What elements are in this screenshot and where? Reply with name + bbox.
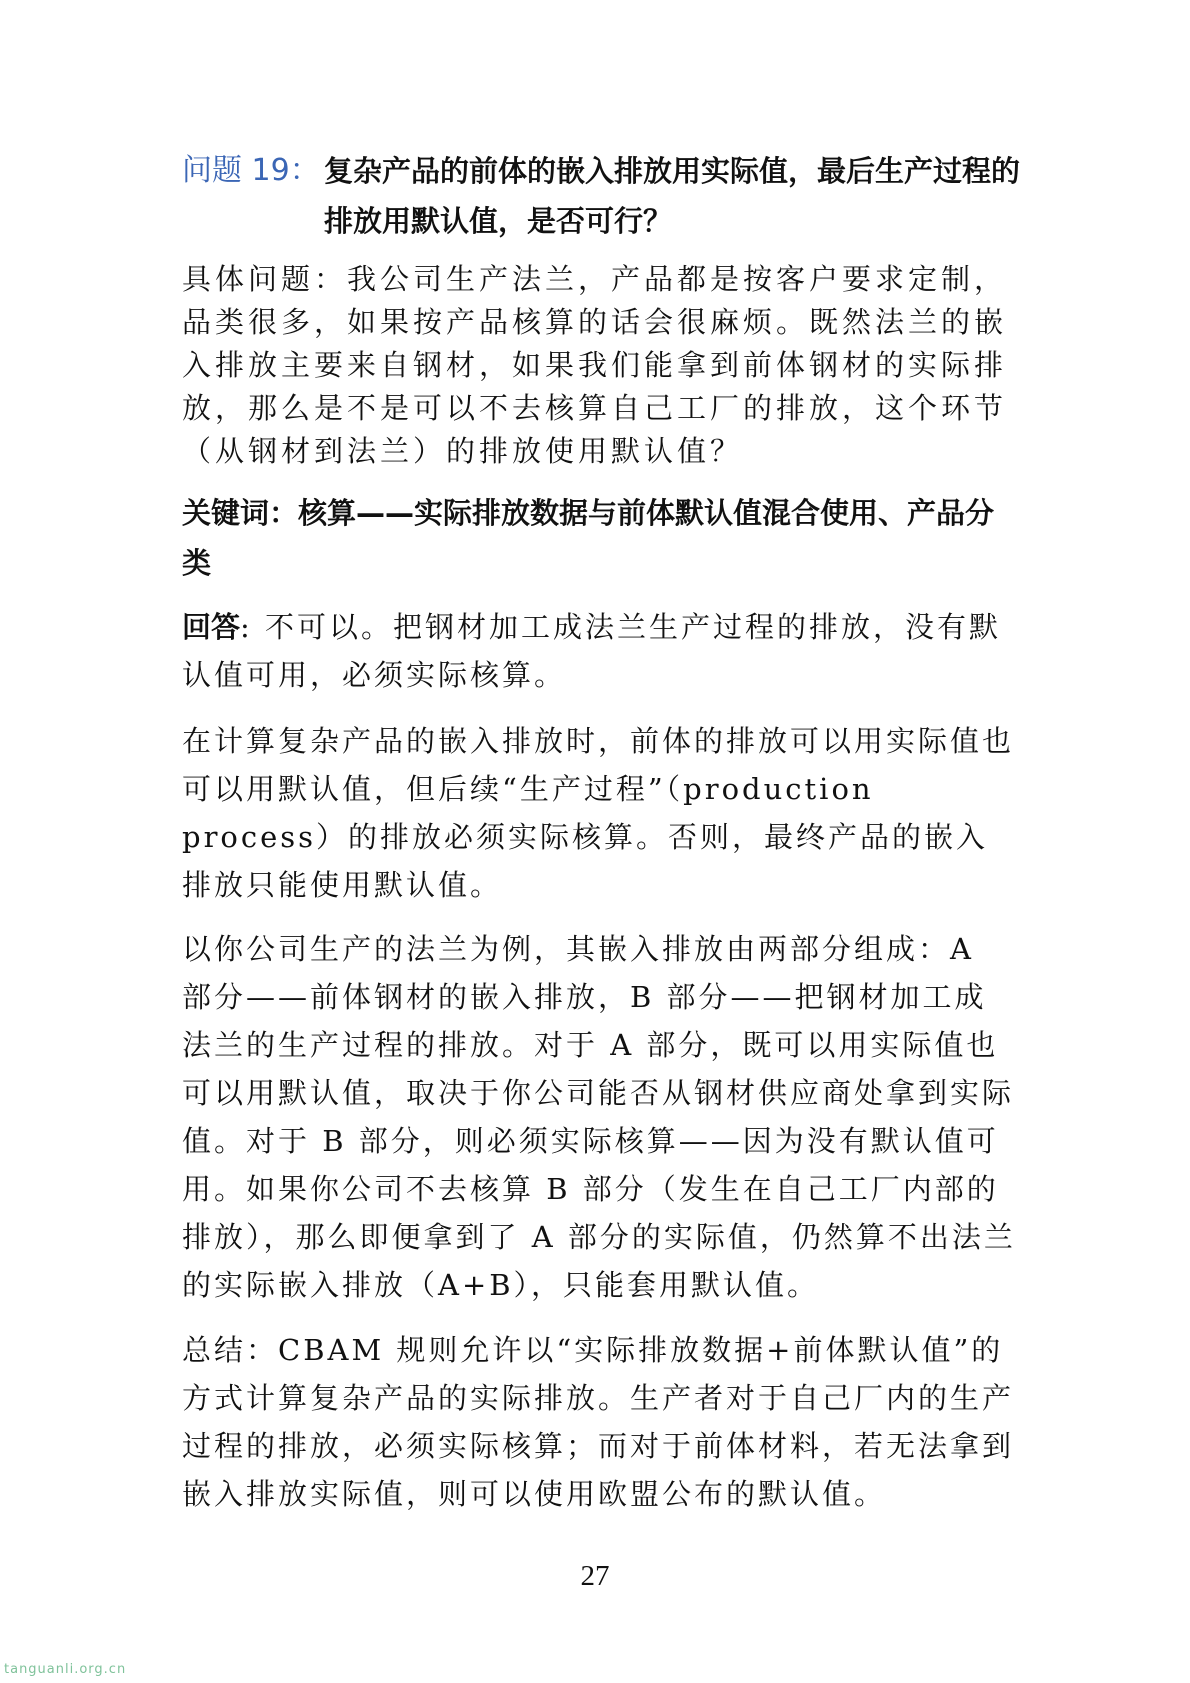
answer-paragraph <box>182 603 1018 699</box>
summary-paragraph: 总结：CBAM 规则允许以“实际排放数据+前体默认值”的方式计算复杂产品的实际排放。生产者对于自己厂内的生产过程的排放，必须实际核算；而对于前体材料，若无法拿到嵌入排放实际值，则可以使用欧盟公布的默认值。 <box>182 1333 1015 1511</box>
explanation-paragraph: 在计算复杂产品的嵌入排放时，前体的排放可以用实际值也可以用默认值，但后续“生产过程”（production process）的排放必须实际核算。否则，最终产品的嵌入排放只能使用默认值。 <box>182 724 1015 902</box>
question-heading <box>182 146 1022 246</box>
example-paragraph: 以你公司生产的法兰为例，其嵌入排放由两部分组成：A 部分——前体钢材的嵌入排放，B 部分——把钢材加工成法兰的生产过程的排放。对于 A 部分，既可以用实际值也可以用默认值，取决于你公司能否从钢材供应商处拿到实际值。对于 B 部分，则必须实际核算——因为没有默认值可用。如果你公司不去核算 B 部分（发生在自己工厂内部的排放），那么即便拿到了 A 部分的实际值，仍然算不出法兰的实际嵌入排放（A+B），只能套用默认值。 <box>182 932 1016 1302</box>
watermark: tanguanli.org.cn <box>4 1662 127 1677</box>
question-number: 问题 19： <box>182 153 320 188</box>
answer-text: : 不可以。把钢材加工成法兰生产过程的排放，没有默认值可用，必须实际核算。 <box>182 610 1002 692</box>
keywords-line: 关键词：核算——实际排放数据与前体默认值混合使用、产品分类 <box>182 496 995 580</box>
answer-label: 回答 <box>182 610 241 644</box>
question-title: 复杂产品的前体的嵌入排放用实际值，最后生产过程的排放用默认值，是否可行？ <box>324 154 1021 238</box>
page-number: 27 <box>580 1560 610 1592</box>
specific-question-paragraph: 具体问题：我公司生产法兰，产品都是按客户要求定制，品类很多，如果按产品核算的话会很麻烦。既然法兰的嵌入排放主要来自钢材，如果我们能拿到前体钢材的实际排放，那么是不是可以不去核算自己工厂的排放，这个环节（从钢材到法兰）的排放使用默认值？ <box>182 262 1008 468</box>
